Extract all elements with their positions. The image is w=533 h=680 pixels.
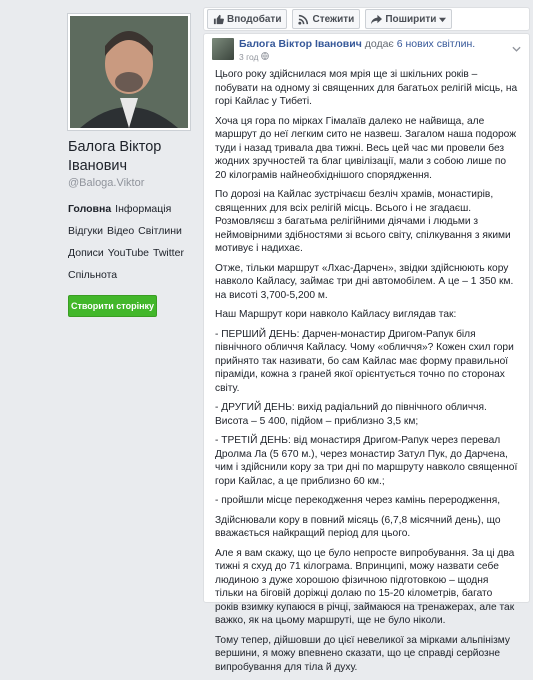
post-author-name[interactable]: Балога Віктор Іванович [239,38,362,50]
post-paragraph: Здійснювали кору в повний місяць (6,7,8 місячний день), що вважається найкращий період для цього. [215,514,501,539]
post-paragraph: Наш Маршрут кори навколо Кайласу виглядав так: [215,309,457,320]
post-paragraph: Отже, тільки маршрут «Лхас-Дарчен», звідки здійснюють кору навколо Кайласу, займає три дні автомобілем. А це – 1 350 км. на висоті 3,700-5,200 м. [215,262,514,301]
nav-twitter[interactable]: Twitter [153,247,184,259]
share-arrow-icon [371,14,382,25]
post-header-text [239,38,475,62]
profile-handle: @Baloga.Viktor [68,177,145,189]
like-label: Вподобати [227,13,282,25]
post-added-text: додає [364,38,394,50]
profile-sidebar [0,0,195,592]
post-author-avatar[interactable] [212,38,234,60]
post-photos-link[interactable]: 6 нових світлин. [396,38,476,50]
share-label: Поширити [385,13,437,25]
post-time[interactable]: 3 год [239,52,259,62]
post-paragraph: - ПЕРШИЙ ДЕНЬ: Дарчен-монастир Дригом-Рапук біля північного обличчя Кайласу. Чому «обличчя»? Кожен схил гори прийнято так називати, бо сам Кайлас має форму правильної піраміди, кожна з граней якої орієнтується точно по сторонах світу. [215,328,514,394]
nav-info[interactable]: Інформація [115,203,172,215]
nav-posts[interactable]: Дописи [68,247,104,259]
rss-icon [298,14,309,25]
profile-nav [68,198,193,286]
post-paragraph: - ДРУГИЙ ДЕНЬ: вихід радіальний до північного обличчя. Висота – 5 400, підйом – приблизно 3,5 км; [215,402,487,427]
post-paragraph: - пройшли місце перекодження через камінь переродження, [215,495,501,506]
nav-main[interactable]: Головна [68,203,112,215]
follow-label: Стежити [312,13,355,25]
follow-button[interactable] [292,9,360,29]
share-button[interactable] [365,9,452,29]
nav-youtube[interactable]: YouTube [107,247,150,259]
post-paragraph: - ТРЕТІЙ ДЕНЬ: від монастиря Дригом-Рапук через перевал Дролма Ла (5 670 м.), через монастир Затул Пук, до Дарчена, чим і здійснили кору за три дні по маршруту навколо священної гори Кайлас, а це приблизно 60 км.; [215,435,518,487]
post-paragraph: Хоча ця гора по мірках Гімалаїв далеко не найвища, але маршрут до неї легким сито не назвеш. Загалом наша подорож туди і назад тривала два тижні. Весь цей час ми провели без жодних зручностей та благ цивілізації, мали з собою лише по 20 кілограмів найнеобхіднішого спорядження. [215,115,517,181]
post-options-chevron-icon[interactable] [512,40,521,58]
page-action-bar [203,7,530,31]
profile-name[interactable]: Балога Віктор Іванович [68,139,162,174]
chevron-down-icon [439,16,446,23]
post-header [212,38,475,62]
post-card [203,33,530,673]
post-paragraph: Але я вам скажу, що це було непросте випробування. За ці два тижні я схуд до 71 кілограма. Впринципі, можу назвати себе людиною з дуже хорошою фізичною підготовкою – щодня тільки на біговій доріжці долаю по 15-20 кілометрів, багато років взимку купаюся в річці, займаюся на тренажерах, але так важко, як на цьому маршруті, ще не було ніколи. [215,547,515,626]
nav-community[interactable]: Спільнота [68,269,118,281]
create-page-button[interactable]: Створити сторінку [68,295,157,317]
post-body [215,68,518,680]
profile-avatar[interactable] [68,14,190,130]
post-meta [239,52,475,62]
nav-reviews[interactable]: Відгуки [68,225,104,237]
post-paragraph: Тому тепер, дійшовши до цієї невеликої за мірками альпінізму вершини, я можу впевнено сказати, що це справді серйозне випробування для тіла й духу. [215,634,510,673]
post-paragraph: Цього року здійснилася моя мрія ще зі шкільних років – побувати на одному зі священних для багатьох релігій місць, на горі Кайлас у Тибеті. [215,69,518,107]
nav-video[interactable]: Відео [107,225,135,237]
globe-icon [261,52,269,62]
like-button[interactable] [207,9,287,29]
thumbs-up-icon [213,14,224,25]
post-paragraph: По дорозі на Кайлас зустрічаєш безліч храмів, монастирів, священних для всіх релігій місць. Всього і не згадаєш. Розмовляєш з багатьма релігійними діячами і людьми з неймовірними здібностями зі всього світу, спілкування з якими мотивує і надихає. [215,189,511,254]
nav-photos[interactable]: Світлини [138,225,182,237]
